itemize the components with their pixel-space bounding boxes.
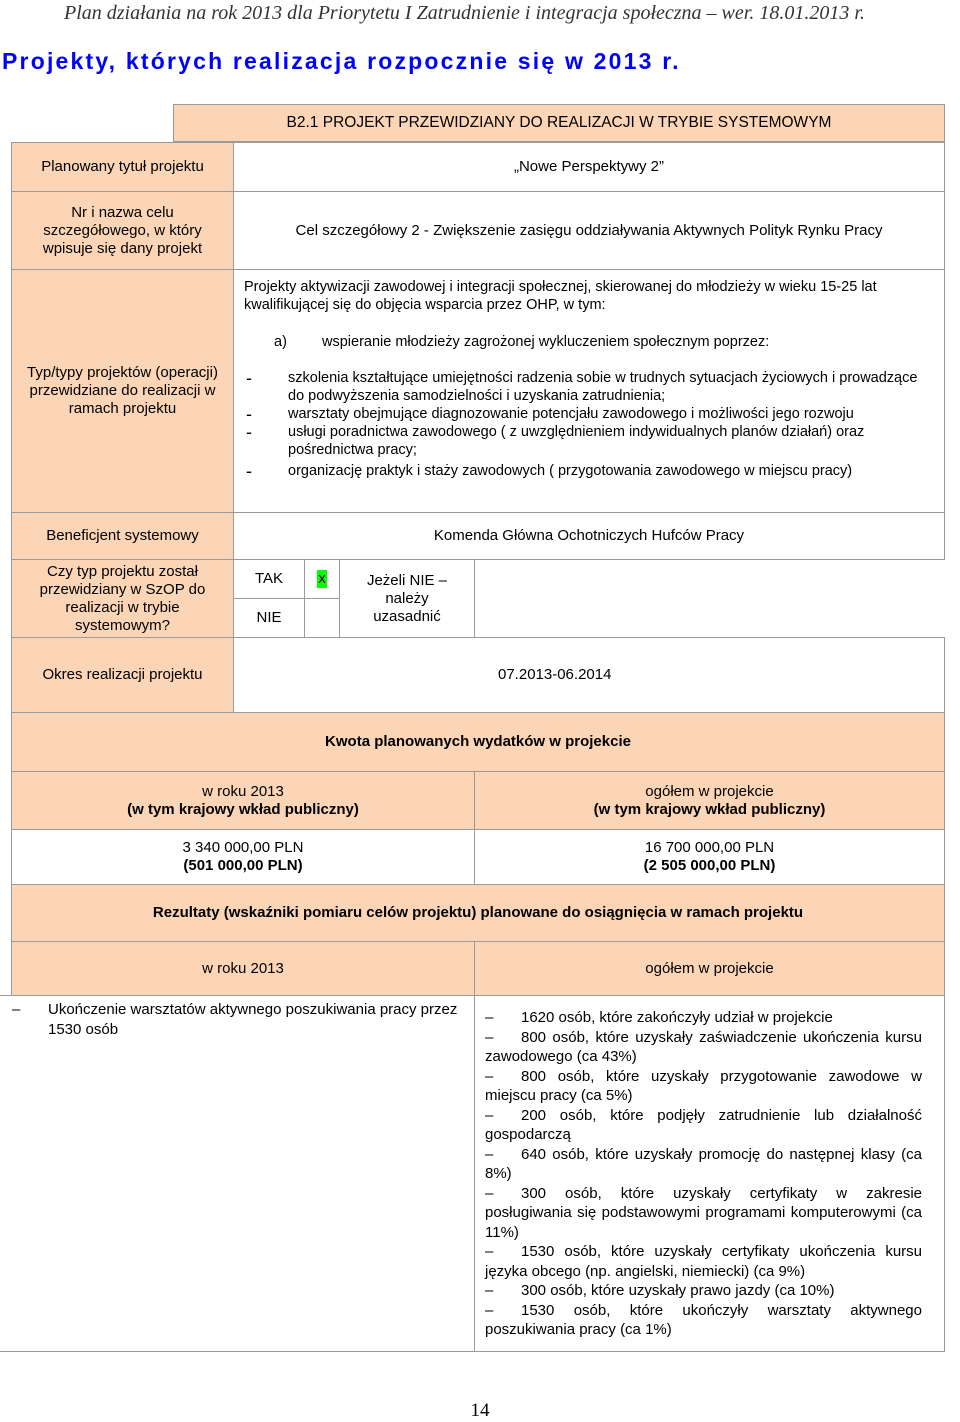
list-item: – 300 osób, które uzyskały certyfikaty w zakresie posługiwania się podstawowymi programami komputerowymi (ca 11%)	[485, 1184, 922, 1241]
objective-value-cell	[233, 191, 945, 270]
section-title: Projekty, których realizacja rozpocznie się w 2013 r.	[2, 48, 681, 74]
result-left-text: Ukończenie warsztatów aktywnego poszukiwania pracy przez 1530 osób	[48, 1001, 458, 1038]
page-number: 14	[470, 1400, 490, 1421]
type-label-cell	[11, 269, 234, 513]
szop-no-mark-cell	[304, 598, 340, 638]
szop-label: Czy typ projektu został przewidziany w SzOP do realizacji w trybie systemowym?	[39, 562, 206, 634]
period-value-cell	[233, 637, 945, 713]
beneficiary-label: Beneficjent systemowy	[46, 527, 199, 544]
budget-col1-line1: w roku 2013	[202, 782, 284, 800]
objective-label: Nr i nazwa celu szczegółowego, w który wpisuje się dany projekt	[42, 203, 203, 257]
szop-no-cell	[233, 598, 305, 638]
budget-val1-line2: (501 000,00 PLN)	[183, 857, 303, 874]
list-item: – 1620 osób, które zakończyły udział w projekcie	[485, 1009, 833, 1026]
page-header: Plan działania na rok 2013 dla Priorytetu I Zatrudnienie i integracja społeczna – wer. 18.01.2013 r.	[64, 2, 865, 24]
title-label: Planowany tytuł projektu	[41, 158, 204, 175]
results-col1: w roku 2013	[202, 959, 284, 977]
objective-label-cell	[11, 191, 234, 270]
budget-title-cell	[11, 712, 945, 772]
type-sub	[244, 333, 934, 351]
szop-yes-mark-cell	[304, 559, 340, 599]
budget-title: Kwota planowanych wydatków w projekcie	[325, 733, 631, 750]
szop-label-cell	[11, 559, 234, 638]
title-label-cell	[11, 142, 234, 192]
block-title	[173, 104, 945, 142]
szop-note: Jeżeli NIE – należy uzasadnić	[366, 571, 448, 625]
results-left-cell	[0, 995, 475, 1352]
budget-col2-line1: ogółem w projekcie	[645, 782, 774, 800]
list-item: – 640 osób, które uzyskały promocję do następnej klasy (ca 8%)	[485, 1145, 922, 1182]
list-item: – 200 osób, które podjęły zatrudnienie lub działalność gospodarczą	[485, 1106, 922, 1143]
list-item	[8, 1000, 464, 1040]
list-item: - warsztaty obejmujące diagnozowanie potencjału zawodowego i możliwości jego rozwoju	[246, 404, 854, 424]
budget-col1-header	[11, 771, 475, 830]
list-item: – 800 osób, które uzyskały zaświadczenie ukończenia kursu zawodowego (ca 43%)	[485, 1028, 922, 1065]
title-value-cell	[233, 142, 945, 192]
type-value-cell	[233, 269, 945, 513]
type-intro: Projekty aktywizacji zawodowej i integracji społecznej, skierowanej do młodzieży w wieku 15-25 lat kwalifikującej się do objęcia wsparcia przez OHP, w tym:	[244, 279, 877, 313]
results-col2-header	[474, 941, 945, 996]
budget-val1-line1: 3 340 000,00 PLN	[182, 839, 304, 856]
budget-col1-line2: (w tym krajowy wkład publiczny)	[127, 800, 359, 818]
dash-marker: –	[12, 1001, 21, 1018]
budget-col2-header	[474, 771, 945, 830]
szop-yes: TAK	[254, 570, 284, 587]
type-items-list	[244, 369, 934, 480]
budget-col2-line2: (w tym krajowy wkład publiczny)	[593, 800, 826, 818]
block-title-text: B2.1 PROJEKT PRZEWIDZIANY DO REALIZACJI W TRYBIE SYSTEMOWYM	[286, 114, 832, 131]
list-item: – 1530 osób, które uzyskały certyfikaty ukończenia kursu języka obcego (np. angielski, niemiecki) (ca 9%)	[485, 1243, 922, 1280]
results-col2: ogółem w projekcie	[645, 959, 774, 977]
project-title: „Nowe Perspektywy 2”	[513, 158, 665, 175]
beneficiary-value: Komenda Główna Ochotniczych Hufców Pracy	[433, 527, 745, 544]
budget-val1-cell	[11, 829, 475, 885]
szop-note-cell	[339, 559, 475, 638]
type-label: Typ/typy projektów (operacji) przewidziane do realizacji w ramach projektu	[27, 364, 218, 417]
results-title-cell	[11, 884, 945, 942]
list-item: - szkolenia kształtujące umiejętności radzenia sobie w trudnych sytuacjach życiowych i prowadzące do podwyższenia samodzielności i uzyskania zatrudnienia;	[246, 368, 918, 404]
list-item: – 800 osób, które uzyskały przygotowanie zawodowe w miejscu pracy (ca 5%)	[485, 1067, 922, 1104]
szop-yes-mark: x	[318, 570, 326, 587]
results-right-cell	[474, 995, 945, 1352]
period-label-cell	[11, 637, 234, 713]
szop-yes-cell	[233, 559, 305, 599]
results-title: Rezultaty (wskaźniki pomiaru celów projektu) planowane do osiągnięcia w ramach projektu	[152, 904, 804, 921]
budget-val2-line1: 16 700 000,00 PLN	[644, 839, 775, 856]
szop-no: NIE	[256, 609, 282, 626]
list-item: – 1530 osób, które ukończyły warsztaty aktywnego poszukiwania pracy (ca 1%)	[485, 1301, 922, 1338]
budget-val2-line2: (2 505 000,00 PLN)	[643, 857, 776, 874]
objective-value: Cel szczegółowy 2 - Zwiększenie zasięgu oddziaływania Aktywnych Polityk Rynku Pracy	[295, 221, 883, 239]
results-col1-header	[11, 941, 475, 996]
list-item: – 300 osób, które uzyskały prawo jazdy (ca 10%)	[485, 1282, 835, 1299]
type-sub-text: wspieranie młodzieży zagrożonej wykluczeniem społecznym poprzez:	[322, 334, 770, 350]
list-item: - usługi poradnictwa zawodowego ( z uwzględnieniem indywidualnych planów działań) oraz pośrednictwa pracy;	[246, 422, 865, 458]
type-sub-marker: a)	[274, 334, 287, 350]
beneficiary-label-cell	[11, 512, 234, 560]
list-item: - organizację praktyk i staży zawodowych ( przygotowania zawodowego w miejscu pracy)	[246, 461, 853, 481]
period-label: Okres realizacji projektu	[42, 666, 203, 683]
budget-val2-cell	[474, 829, 945, 885]
beneficiary-value-cell	[233, 512, 945, 560]
period-value: 07.2013-06.2014	[498, 666, 612, 683]
